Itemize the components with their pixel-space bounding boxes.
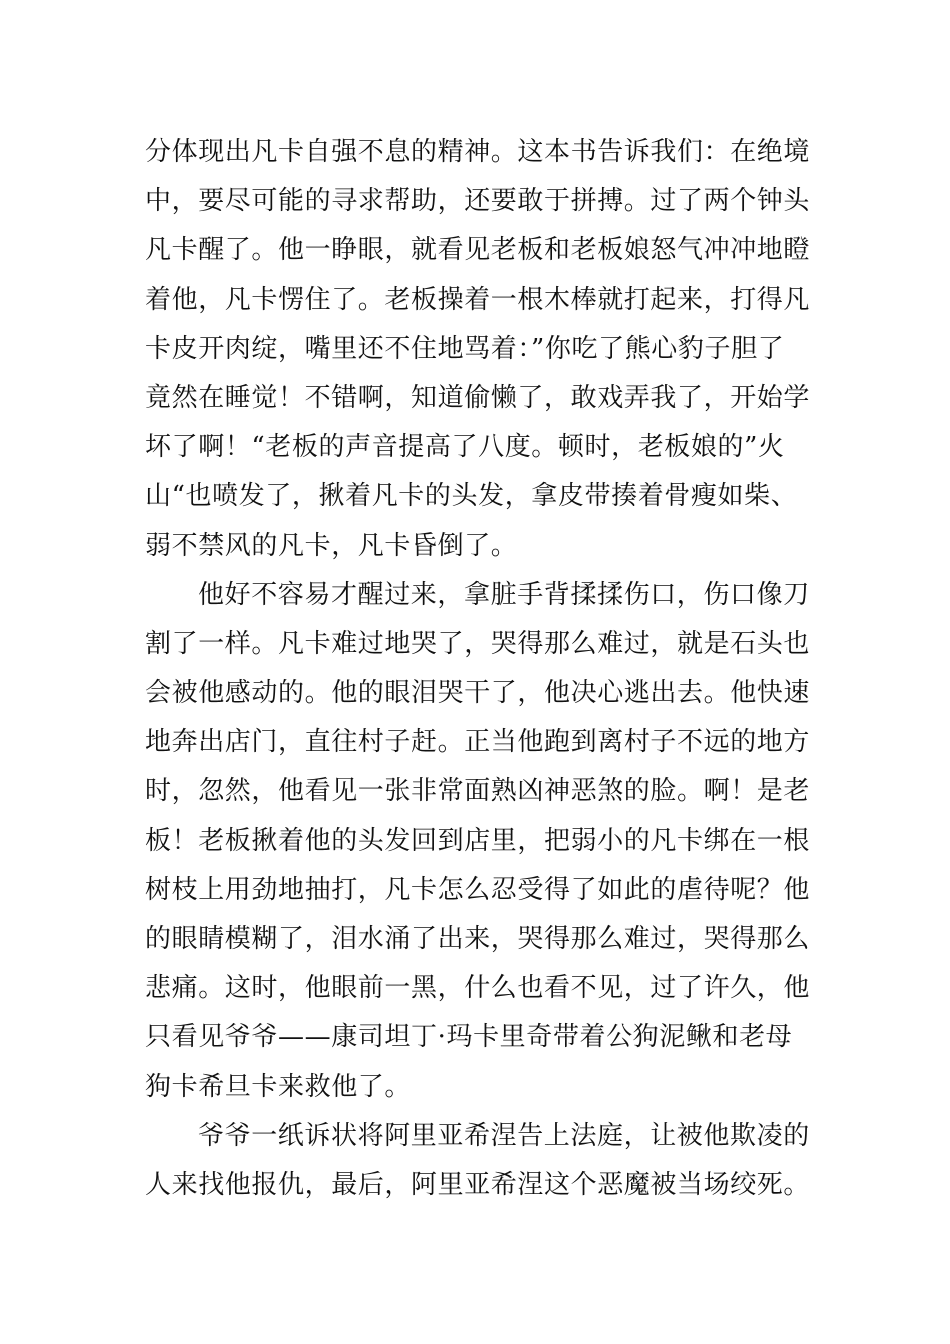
- text-line: 的眼睛模糊了，泪水涌了出来，哭得那么难过，哭得那么: [145, 924, 811, 954]
- text-line: 人来找他报仇，最后，阿里亚希涅这个恶魔被当场绞死。: [145, 1169, 811, 1200]
- text-line: 树枝上用劲地抽打，凡卡怎么忍受得了如此的虐待呢？他: [145, 874, 811, 905]
- text-line: 时，忽然，他看见一张非常面熟凶神恶煞的脸。啊！是老: [145, 776, 811, 807]
- text-line: 会被他感动的。他的眼泪哭干了，他决心逃出去。他快速: [145, 678, 811, 709]
- text-line: 狗卡希旦卡来救他了。: [145, 1071, 412, 1102]
- text-line: 只看见爷爷——康司坦丁·玛卡里奇带着公狗泥鳅和老母: [145, 1022, 793, 1053]
- text-line: 坏了啊！“老板的声音提高了八度。顿时，老板娘的”火: [145, 432, 785, 463]
- text-line: 着他，凡卡愣住了。老板操着一根木棒就打起来，打得凡: [145, 284, 811, 315]
- paragraph-first-line: 爷爷一纸诉状将阿里亚希涅告上法庭，让被他欺凌的: [198, 1120, 810, 1151]
- text-line: 弱不禁风的凡卡，凡卡昏倒了。: [145, 530, 518, 561]
- paragraph-first-line: 他好不容易才醒过来，拿脏手背揉揉伤口，伤口像刀: [198, 579, 810, 610]
- text-line: 分体现出凡卡自强不息的精神。这本书告诉我们：在绝境: [145, 137, 811, 167]
- body-text: [145, 128, 810, 1210]
- text-line: 凡卡醒了。他一睁眼，就看见老板和老板娘怒气冲冲地瞪: [145, 235, 811, 266]
- text-line: 山“也喷发了，揪着凡卡的头发，拿皮带揍着骨瘦如柴、: [145, 481, 798, 512]
- text-line: 中，要尽可能的寻求帮助，还要敢于拼搏。过了两个钟头: [145, 186, 811, 217]
- text-line: 卡皮开肉绽，嘴里还不住地骂着：”你吃了熊心豹子胆了: [145, 333, 785, 364]
- text-line: 悲痛。这时，他眼前一黑，什么也看不见，过了许久，他: [145, 973, 811, 1004]
- text-line: 板！老板揪着他的头发回到店里，把弱小的凡卡绑在一根: [145, 825, 811, 856]
- text-line: 割了一样。凡卡难过地哭了，哭得那么难过，就是石头也: [145, 628, 811, 659]
- text-line: 竟然在睡觉！不错啊，知道偷懒了，敢戏弄我了，开始学: [145, 382, 811, 413]
- text-line: 地奔出店门，直往村子赶。正当他跑到离村子不远的地方: [145, 727, 811, 758]
